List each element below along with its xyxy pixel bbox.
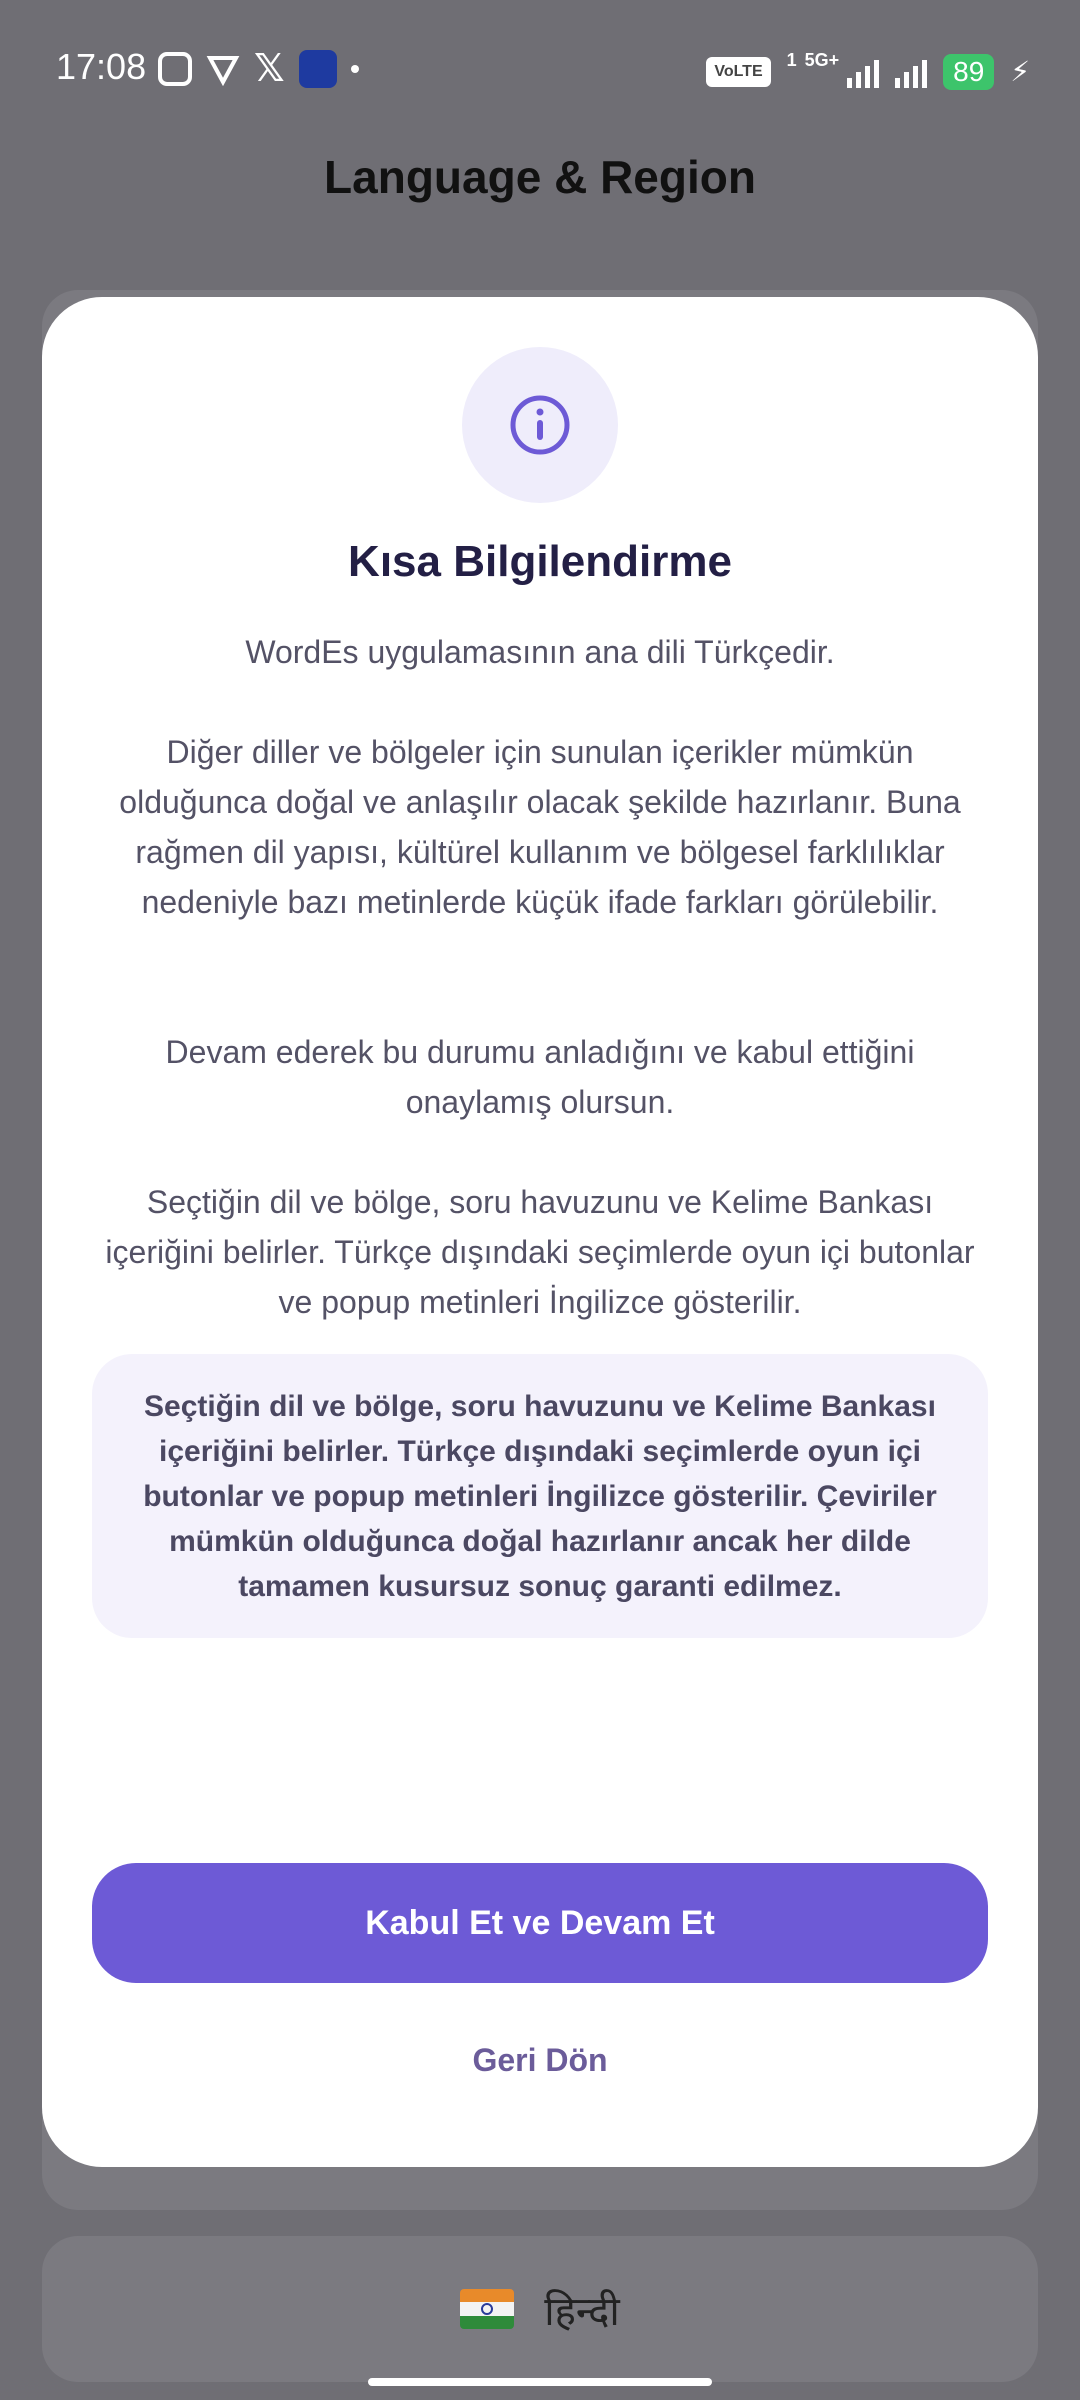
instagram-icon [158,52,192,86]
dialog-paragraph-1: WordEs uygulamasının ana dili Türkçedir. [245,634,835,670]
app-icon [299,50,337,88]
info-dialog [42,297,1038,2167]
signal-icon-2 [895,56,927,88]
accept-continue-button[interactable]: Kabul Et ve Devam Et [92,1863,988,1983]
dialog-paragraph-4: Seçtiğin dil ve bölge, soru havuzunu ve Kelime Bankası içeriğini belirler. Türkçe dışındaki seçimlerde oyun içi butonlar ve popup metinleri İngilizce gösterilir. [105,1184,975,1320]
x-icon: 𝕏 [254,48,285,90]
notice-box [92,1354,988,1638]
language-label: हिन्दी [544,2288,620,2335]
system-icons [706,50,1030,93]
dialog-paragraph-2: Diğer diller ve bölgeler için sunulan içerikler mümkün olduğunca doğal ve anlaşılır olacak şekilde hazırlanır. Buna rağmen dil yapısı, kültürel kullanım ve bölgesel farklılıklar nedeniyle bazı metinlerde küçük ifade farkları görülebilir. [119,734,961,920]
volte-badge: VoLTE [706,57,770,87]
battery-level: 89 [943,54,994,90]
sim-index: 1 [786,50,797,70]
info-icon [462,347,618,503]
notice-text: Seçtiğin dil ve bölge, soru havuzunu ve Kelime Bankası içeriğini belirler. Türkçe dışındaki seçimlerde oyun içi butonlar ve popup metinleri İngilizce gösterilir. Çeviriler mümkün olduğunca doğal hazırlanır ancak her dilde tamamen kusursuz sonuç garanti edilmez. [143,1389,937,1603]
india-flag-icon [460,2289,514,2329]
dialog-title: Kısa Bilgilendirme [348,537,732,586]
network-type: 5G+ [804,50,840,70]
charging-icon: ⚡ [1010,56,1030,87]
clock: 17:08 [56,46,147,87]
notification-icons [158,50,359,88]
language-list-item[interactable] [42,2236,1038,2382]
page-title: Language & Region [324,151,756,203]
notification-dot-icon [351,65,359,73]
home-indicator[interactable] [368,2378,712,2386]
signal-icon [847,56,879,88]
dialog-paragraph-3: Devam ederek bu durumu anladığını ve kabul ettiğini onaylamış olursun. [165,1034,915,1120]
go-back-button[interactable]: Geri Dön [472,2042,608,2078]
status-bar [0,0,1080,140]
vpn-icon [206,52,240,86]
